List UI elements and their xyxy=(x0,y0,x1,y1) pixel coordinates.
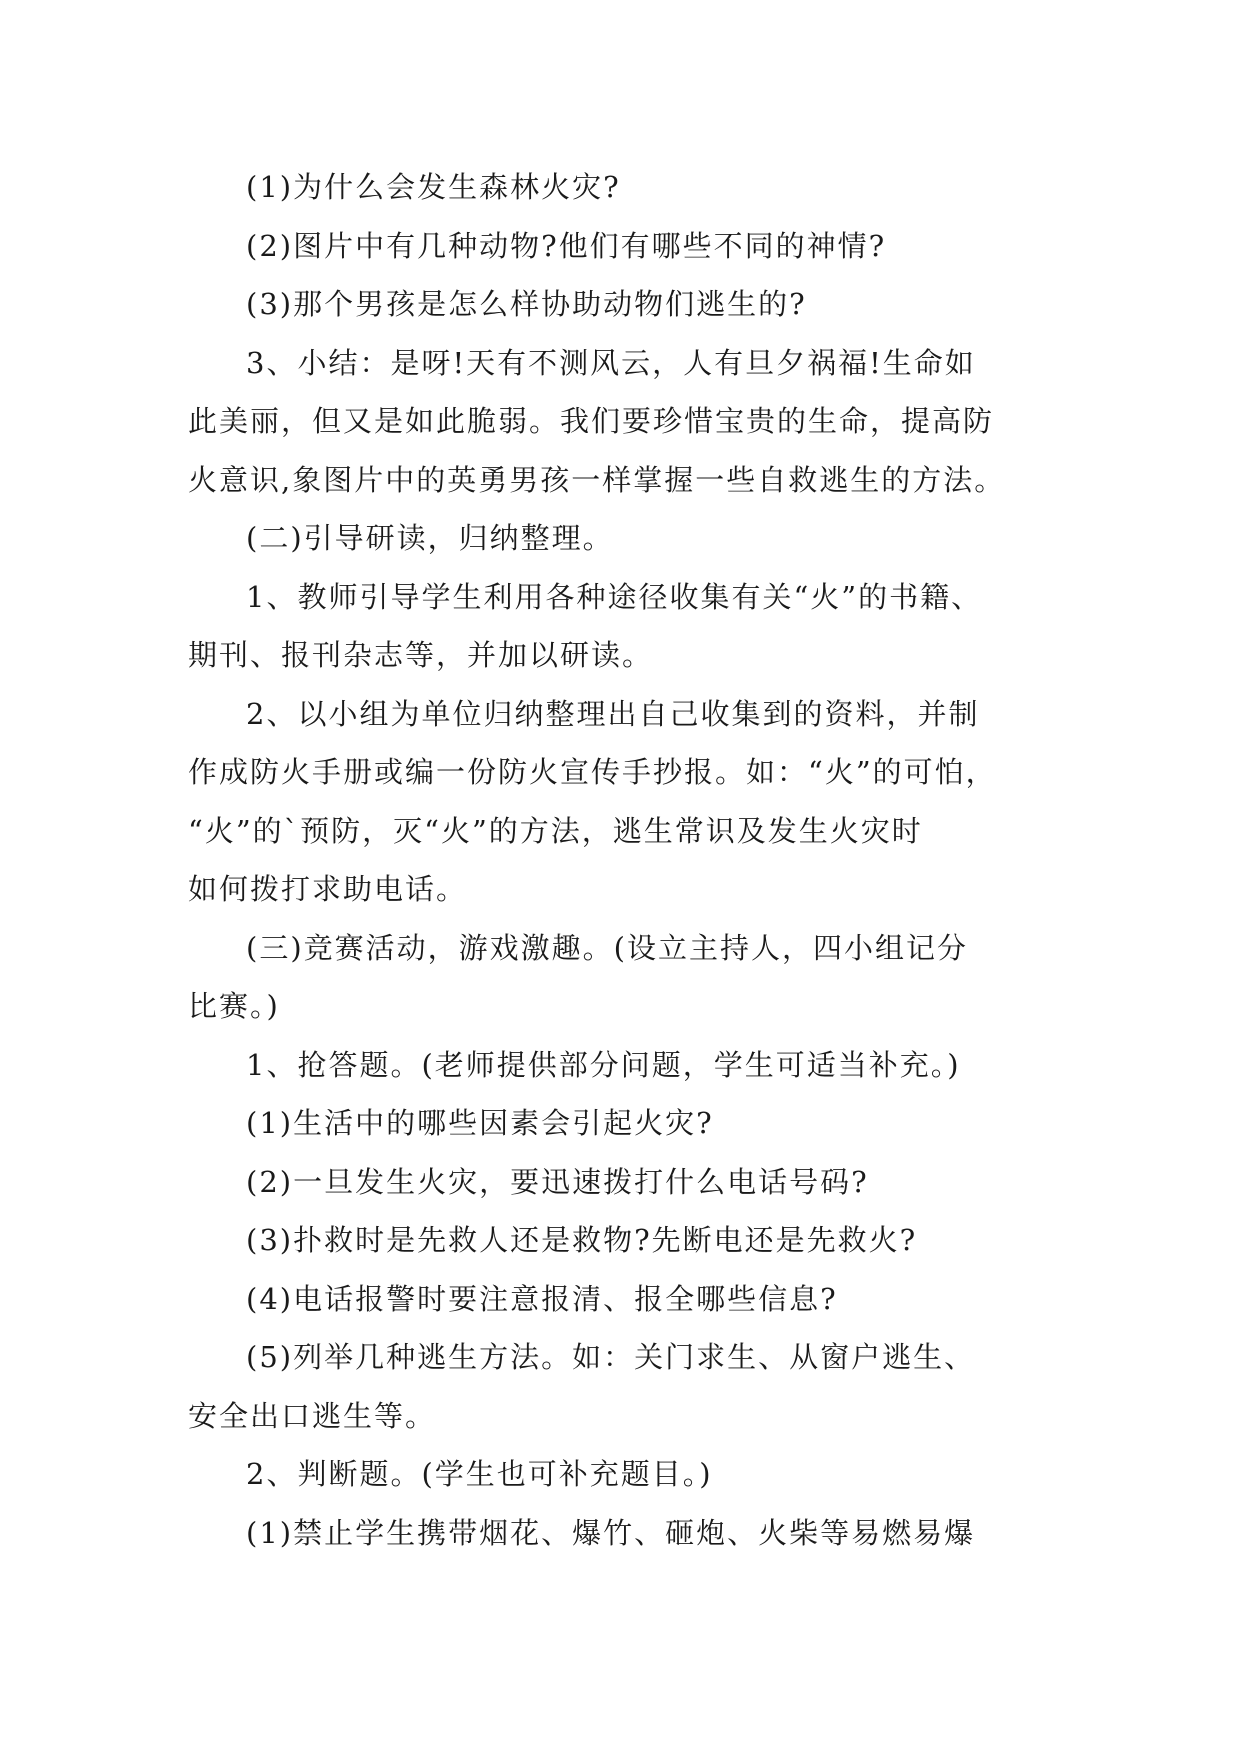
text-line: 2、以小组为单位归纳整理出自己收集到的资料，并制 xyxy=(246,696,980,731)
text-line: (二)引导研读，归纳整理。 xyxy=(246,521,614,555)
text-line: 2、判断题。(学生也可补充题目。) xyxy=(246,1457,713,1491)
text-line: “火”的`预防，灭“火”的方法，逃生常识及发生火灾时 xyxy=(188,813,923,848)
text-line: (3)扑救时是先救人还是救物?先断电还是先救火? xyxy=(246,1223,918,1257)
text-line: (4)电话报警时要注意报清、报全哪些信息? xyxy=(246,1281,838,1316)
text-line: (3)那个男孩是怎么样协助动物们逃生的? xyxy=(246,287,807,321)
text-line: (2)一旦发生火灾，要迅速拨打什么电话号码? xyxy=(246,1164,869,1199)
text-line: 期刊、报刊杂志等，并加以研读。 xyxy=(188,638,654,672)
text-line: (1)为什么会发生森林火灾? xyxy=(246,170,621,204)
text-line: 安全出口逃生等。 xyxy=(188,1398,437,1433)
text-line: 作成防火手册或编一份防火宣传手抄报。如：“火”的可怕， xyxy=(188,755,997,789)
text-line: 此美丽，但又是如此脆弱。我们要珍惜宝贵的生命，提高防 xyxy=(188,404,995,438)
text-line: (1)禁止学生携带烟花、爆竹、砸炮、火柴等易燃易爆 xyxy=(246,1515,976,1550)
text-line: (5)列举几种逃生方法。如：关门求生、从窗户逃生、 xyxy=(246,1340,976,1374)
text-line: (1)生活中的哪些因素会引起火灾? xyxy=(246,1106,714,1140)
text-line: 火意识,象图片中的英勇男孩一样掌握一些自救逃生的方法。 xyxy=(188,462,1006,497)
text-line: 如何拨打求助电话。 xyxy=(188,872,468,906)
text-line: 1、教师引导学生利用各种途径收集有关“火”的书籍、 xyxy=(246,579,983,614)
text-line: 1、抢答题。(老师提供部分问题，学生可适当补充。) xyxy=(246,1047,961,1082)
text-line: 比赛。) xyxy=(188,989,280,1023)
document-body xyxy=(188,158,1058,1562)
text-line: (2)图片中有几种动物?他们有哪些不同的神情? xyxy=(246,228,887,263)
text-line: (三)竞赛活动，游戏激趣。(设立主持人，四小组记分 xyxy=(246,930,968,965)
text-line: 3、小结：是呀!天有不测风云，人有旦夕祸福!生命如 xyxy=(246,345,976,380)
